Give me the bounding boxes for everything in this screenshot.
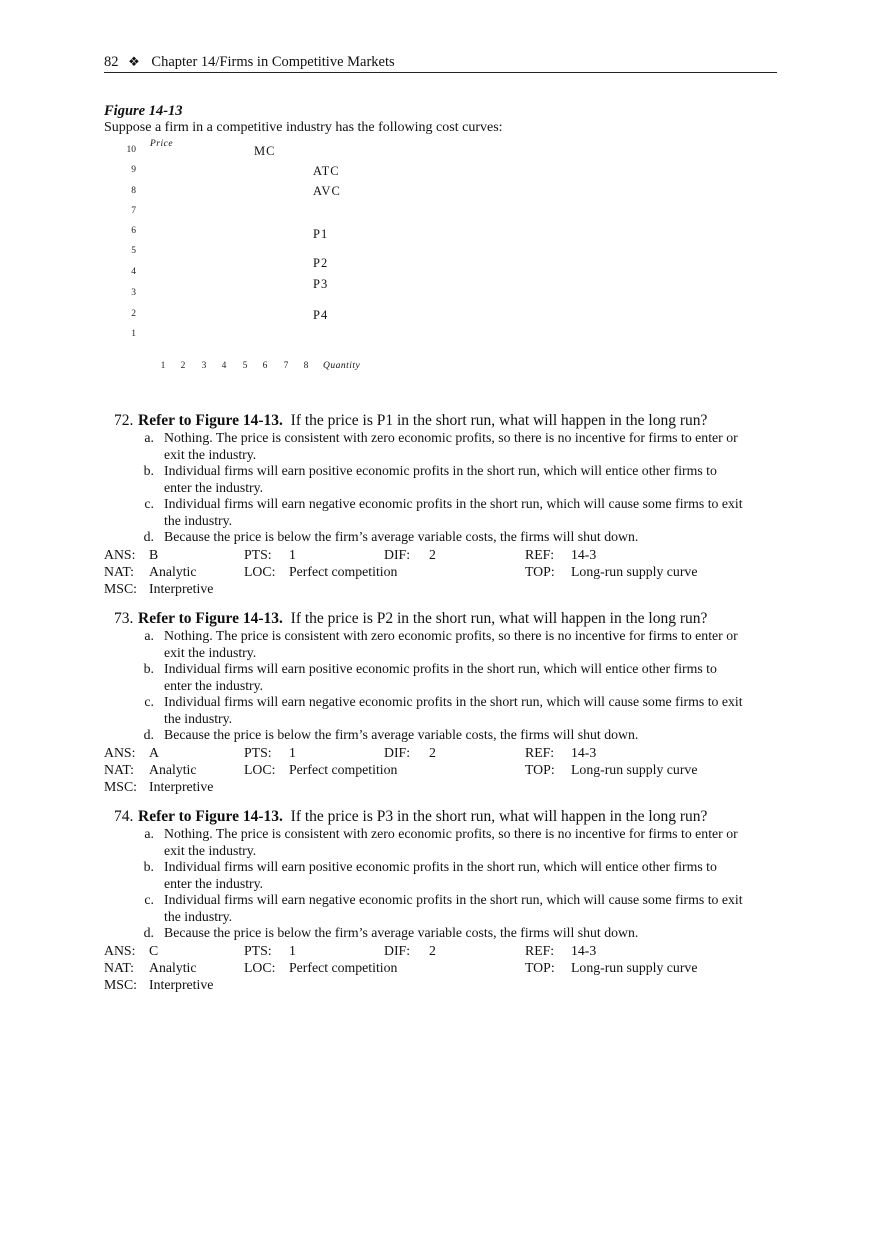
choice-d: d. Because the price is below the firm’s average variable costs, the firms will shut down. — [143, 727, 639, 742]
y-tick: 2 — [131, 309, 136, 319]
p3-label: P3 — [313, 277, 329, 291]
question-number: 73. — [114, 610, 134, 627]
choice-d: d. Because the price is below the firm’s average variable costs, the firms will shut down. — [143, 925, 639, 940]
y-tick: 5 — [131, 246, 136, 256]
question-73 — [104, 609, 744, 795]
mc-label: MC — [254, 144, 276, 158]
y-tick: 7 — [131, 206, 136, 216]
choice-a: a. Nothing. The price is consistent with zero economic profits, so there is no incentive for firms to enter or exit the industry. — [144, 826, 738, 858]
x-axis-label: Quantity — [323, 361, 361, 371]
x-tick: 2 — [180, 361, 186, 371]
question-72 — [104, 411, 744, 597]
answer-meta-row-2: NAT: Analytic LOC: Perfect competition TOP: Long-run supply curve — [104, 761, 698, 777]
x-tick: 1 — [160, 361, 166, 371]
choice-a: a. Nothing. The price is consistent with zero economic profits, so there is no incentive for firms to enter or exit the industry. — [144, 430, 738, 462]
x-tick: 3 — [201, 361, 207, 371]
p4-label: P4 — [313, 308, 329, 322]
question-text: If the price is P3 in the short run, what will happen in the long run? — [290, 808, 708, 825]
y-axis-label: Price — [150, 139, 174, 149]
question-number: 72. — [114, 412, 134, 429]
x-tick: 8 — [303, 361, 309, 371]
x-tick: 5 — [242, 361, 248, 371]
choice-c: c. Individual firms will earn negative economic profits in the short run, which will cause some firms to exit the industry. — [144, 694, 743, 726]
question-stem — [104, 609, 744, 628]
question-text: If the price is P2 in the short run, what will happen in the long run? — [290, 610, 708, 627]
p1-label: P1 — [313, 227, 329, 241]
choice-a: a. Nothing. The price is consistent with zero economic profits, so there is no incentive for firms to enter or exit the industry. — [144, 628, 738, 660]
choice-c: c. Individual firms will earn negative economic profits in the short run, which will cause some firms to exit the industry. — [144, 892, 743, 924]
answer-meta-row-1: ANS: B PTS: 1 DIF: 2 REF: 14-3 — [104, 546, 597, 562]
choice-b: b. Individual firms will earn positive economic profits in the short run, which will entice other firms to enter the industry. — [143, 661, 717, 693]
answer-meta-row-2: NAT: Analytic LOC: Perfect competition TOP: Long-run supply curve — [104, 563, 698, 579]
answer-meta-row-3: MSC: Interpretive — [104, 976, 214, 992]
y-tick: 1 — [131, 329, 136, 339]
y-tick: 6 — [131, 226, 136, 236]
x-tick: 4 — [221, 361, 227, 371]
y-tick: 8 — [131, 186, 136, 196]
question-text: If the price is P1 in the short run, what will happen in the long run? — [290, 412, 708, 429]
answer-meta-row-1: ANS: C PTS: 1 DIF: 2 REF: 14-3 — [104, 942, 597, 958]
page-header — [104, 52, 777, 73]
figure-reference: Refer to Figure 14-13. — [138, 808, 283, 825]
answer-meta-row-3: MSC: Interpretive — [104, 580, 214, 596]
choice-b: b. Individual firms will earn positive economic profits in the short run, which will entice other firms to enter the industry. — [143, 463, 717, 495]
avc-label: AVC — [313, 184, 341, 198]
answer: B — [149, 546, 159, 562]
y-tick: 3 — [131, 288, 136, 298]
figure-reference: Refer to Figure 14-13. — [138, 610, 283, 627]
choice-b: b. Individual firms will earn positive economic profits in the short run, which will entice other firms to enter the industry. — [143, 859, 717, 891]
answer-meta-row-3: MSC: Interpretive — [104, 778, 214, 794]
y-tick: 9 — [131, 165, 136, 175]
question-stem — [104, 807, 744, 826]
answer: C — [149, 942, 159, 958]
figure-title: Figure 14-13 — [104, 103, 183, 119]
x-tick: 7 — [283, 361, 289, 371]
question-stem — [104, 411, 744, 430]
chapter-title: Chapter 14/Firms in Competitive Markets — [151, 54, 395, 70]
question-number: 74. — [114, 808, 134, 825]
x-tick: 6 — [262, 361, 268, 371]
choice-c: c. Individual firms will earn negative economic profits in the short run, which will cause some firms to exit the industry. — [144, 496, 743, 528]
answer-meta-row-2: NAT: Analytic LOC: Perfect competition TOP: Long-run supply curve — [104, 959, 698, 975]
atc-label: ATC — [313, 164, 340, 178]
figure-reference: Refer to Figure 14-13. — [138, 412, 283, 429]
y-tick: 10 — [126, 145, 136, 155]
page-number: 82 — [104, 54, 119, 70]
y-tick: 4 — [131, 267, 136, 277]
p2-label: P2 — [313, 256, 329, 270]
answer-meta-row-1: ANS: A PTS: 1 DIF: 2 REF: 14-3 — [104, 744, 597, 760]
ornament-icon: ❖ — [128, 54, 140, 69]
answer: A — [149, 744, 159, 760]
figure-caption: Suppose a firm in a competitive industry has the following cost curves: — [104, 120, 503, 135]
choice-d: d. Because the price is below the firm’s average variable costs, the firms will shut down. — [143, 529, 639, 544]
question-74 — [104, 807, 744, 993]
